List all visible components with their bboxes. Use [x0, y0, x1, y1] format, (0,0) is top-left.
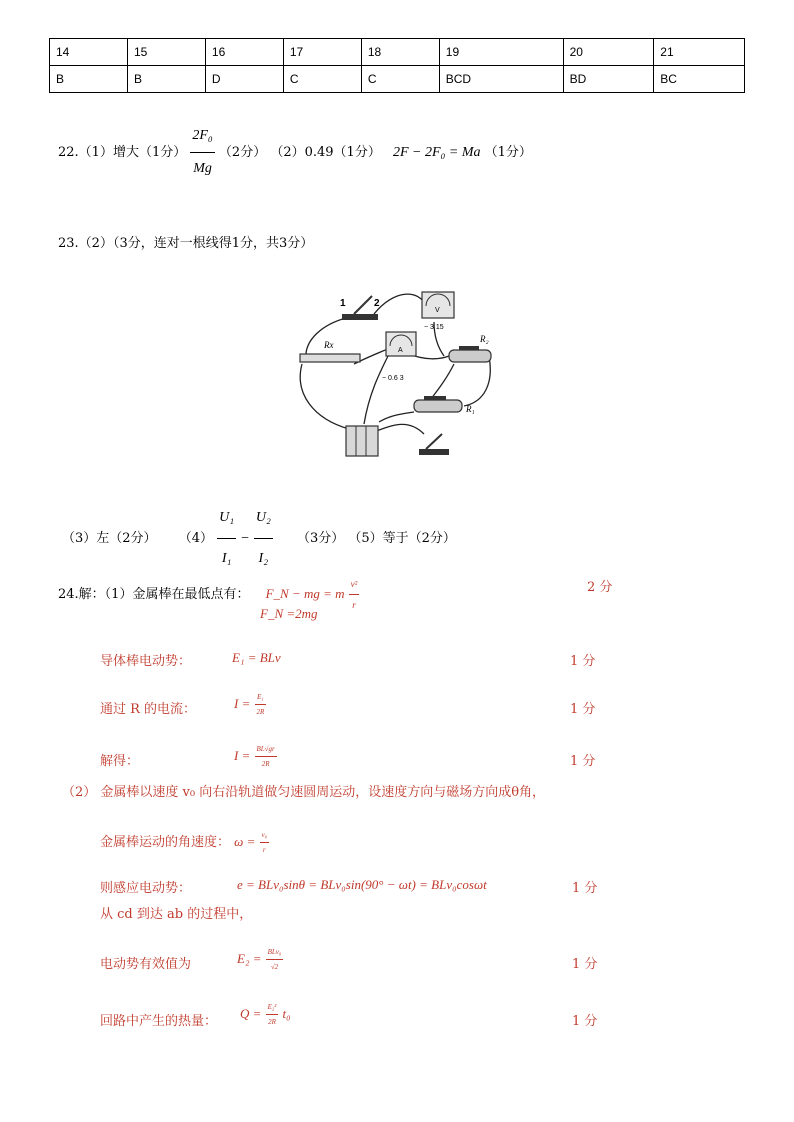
eq1-den: r — [352, 600, 356, 610]
q24-l4-frac — [255, 690, 267, 719]
table-cell: C — [283, 66, 361, 93]
table-row-numbers — [50, 39, 745, 66]
q24-l7-frac — [260, 828, 270, 857]
i2: I₂ — [258, 551, 269, 566]
table-cell: 21 — [654, 39, 745, 66]
q24-l11-eq: Q = — [240, 1006, 262, 1021]
q24-l8-eq: e = BLv₀sinθ = BLv₀sin(90° − ωt) = BLv₀cosωt — [237, 877, 487, 892]
circuit-wires — [300, 294, 490, 434]
table-cell: B — [50, 66, 128, 93]
wire — [379, 412, 414, 422]
ammeter-scale: − 0.6 3 — [382, 375, 404, 382]
answer-table — [49, 38, 745, 93]
q22-formula: 2F − 2F₀ = Ma — [392, 145, 481, 160]
q24-l9: 从 cd 到达 ab 的过程中， — [100, 907, 253, 922]
q24-l5-eq-wrap — [234, 742, 277, 771]
q24-eq1: F_N − mg = m — [265, 586, 345, 601]
q24-l11-label: 回路中产生的热量： — [100, 1014, 218, 1029]
q23-frac-u1 — [217, 498, 236, 579]
q22-line — [58, 120, 532, 185]
q24-l5-score: 1 分 — [570, 754, 596, 769]
l10-num: BLv₀ — [266, 945, 284, 960]
wire — [306, 318, 346, 359]
l11-den: 2R — [268, 1018, 276, 1026]
q24-l10-eq-wrap — [237, 945, 283, 974]
q23-parts-line — [62, 498, 456, 579]
q24-header: 24.解：（1）金属棒在最低点有： — [58, 587, 250, 602]
battery — [346, 426, 378, 456]
u2: U₂ — [254, 498, 273, 539]
voltmeter-scale: − 3 15 — [424, 324, 444, 331]
voltmeter — [422, 292, 454, 331]
q24-l10-label: 电动势有效值为 — [100, 957, 192, 972]
r1-label: R₁ — [466, 404, 475, 414]
table-cell: 20 — [563, 39, 654, 66]
q24-l7-label: 金属棒运动的角速度： — [100, 835, 231, 850]
q22-frac-num: 2F₀ — [190, 120, 214, 153]
wire — [300, 364, 349, 429]
q22-score-a: （2分） — [218, 145, 267, 160]
q23-part5: （5）等于（2分） — [348, 531, 456, 546]
wire — [464, 356, 490, 406]
l4-den: 2R — [256, 708, 265, 716]
table-cell: B — [127, 66, 205, 93]
q23-part4: （4） — [178, 531, 213, 546]
q24-l3-score: 1 分 — [570, 654, 596, 669]
switch-label-2: 2 — [374, 298, 380, 309]
q24-score1: 2 分 — [587, 580, 613, 595]
rheostat-r2 — [449, 334, 491, 362]
q23-header: 23.（2）（3分，连对一根线得1分，共3分） — [58, 236, 314, 251]
r2-label: R₂ — [480, 334, 489, 344]
q22-frac-den: Mg — [193, 161, 212, 176]
q24-l11-score: 1 分 — [572, 1014, 598, 1029]
q24-l4-eq: I = — [234, 696, 251, 711]
eq1-num: v² — [349, 574, 360, 595]
l7-den: r — [262, 846, 266, 854]
q22-fraction — [190, 120, 214, 185]
switch-bottom — [419, 434, 449, 455]
table-cell: 19 — [439, 39, 563, 66]
l5-den: 2R — [261, 760, 270, 768]
q24-l11-eq-wrap — [240, 1000, 291, 1029]
q22-score-b: （1分） — [484, 145, 532, 160]
q24-part2: （2） 金属棒以速度 v₀ 向右沿轨道做匀速圆周运动，设速度方向与磁场方向成θ角， — [62, 785, 546, 800]
wire — [364, 354, 389, 424]
table-cell: BD — [563, 66, 654, 93]
l7-num: v₀ — [260, 828, 270, 843]
table-cell: 17 — [283, 39, 361, 66]
u1: U₁ — [217, 498, 236, 539]
rx-label: Rx — [324, 340, 334, 350]
minus-sign: − — [240, 531, 250, 546]
q23-frac-u2 — [254, 498, 273, 579]
q22-part1: 22.（1）增大（1分） — [58, 145, 187, 160]
ammeter-symbol: A — [398, 347, 403, 354]
table-cell: 15 — [127, 39, 205, 66]
q24-l10-frac — [266, 945, 284, 974]
q24-l5-label: 解得： — [100, 754, 140, 769]
q24-l3-label: 导体棒电动势： — [100, 654, 192, 669]
q24-eq2: F_N =2mg — [260, 606, 318, 621]
q24-l11-tail: t₀ — [282, 1006, 291, 1021]
l5-num: BL√gr — [255, 742, 277, 757]
table-cell: 14 — [50, 39, 128, 66]
voltmeter-symbol: V — [435, 307, 440, 314]
q24-l4-score: 1 分 — [570, 702, 596, 717]
rheostat-r1 — [414, 396, 475, 414]
q24-l11-frac — [266, 1000, 279, 1029]
q24-l8-score: 1 分 — [572, 881, 598, 896]
q24-l5-eq: I = — [234, 748, 251, 763]
q23-score4: （3分） — [296, 531, 345, 546]
table-row-answers — [50, 66, 745, 93]
wire — [374, 294, 426, 314]
q24-eq1-frac — [349, 574, 360, 615]
q24-l5-frac — [255, 742, 277, 771]
circuit-diagram — [294, 284, 494, 462]
switch-label-1: 1 — [340, 298, 346, 309]
table-cell: C — [361, 66, 439, 93]
switch-top — [340, 296, 380, 320]
q24-l7 — [100, 828, 269, 857]
table-cell: 18 — [361, 39, 439, 66]
q24-l8-label: 则感应电动势： — [100, 881, 192, 896]
q24-l10-score: 1 分 — [572, 957, 598, 972]
q24-l10-eq: E₂ = — [237, 951, 262, 966]
q23-part3: （3）左（2分） — [62, 531, 157, 546]
q24-l4-label: 通过 R 的电流： — [100, 702, 197, 717]
q22-part2: （2）0.49（1分） — [270, 145, 381, 160]
l10-den: √2 — [270, 963, 279, 971]
table-cell: 16 — [205, 39, 283, 66]
wire — [374, 424, 424, 434]
q24-l4-eq-wrap — [234, 690, 266, 719]
table-cell: BC — [654, 66, 745, 93]
l4-num: E₁ — [255, 690, 267, 705]
q24-l7-eq: ω = — [234, 834, 256, 849]
table-cell: BCD — [439, 66, 563, 93]
table-cell: D — [205, 66, 283, 93]
q24-l3-eq: E₁ = BLv — [232, 650, 281, 665]
l11-num: E₂² — [266, 1000, 279, 1015]
i1: I₁ — [221, 551, 232, 566]
